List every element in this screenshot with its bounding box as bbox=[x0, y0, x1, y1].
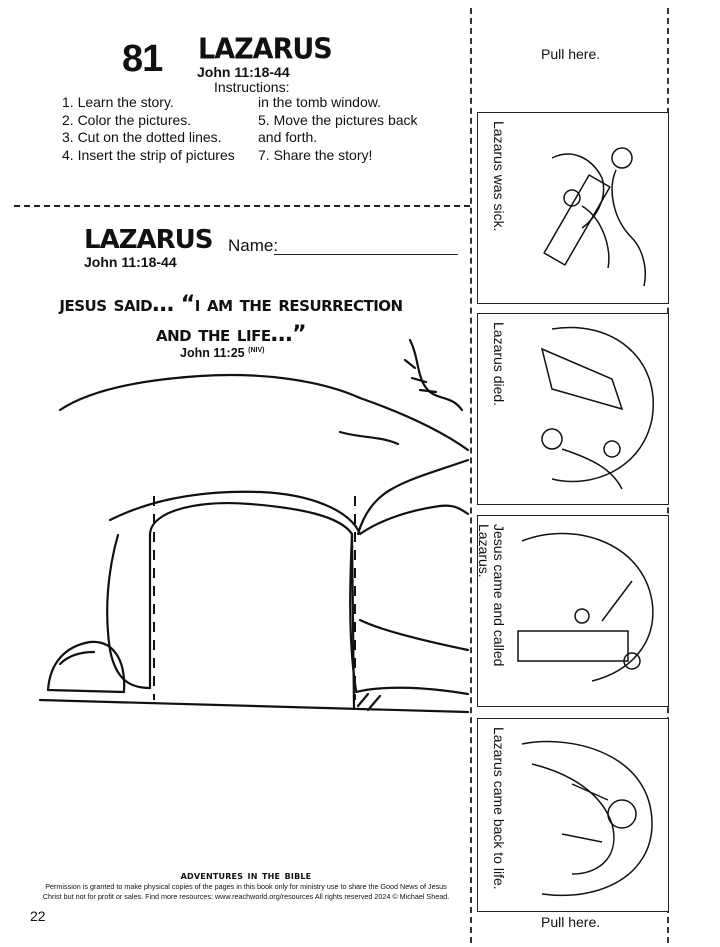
name-field[interactable] bbox=[274, 254, 458, 255]
instruction-item: 2. Color the pictures. bbox=[62, 111, 192, 128]
panel-caption: Lazarus died. bbox=[491, 322, 507, 407]
instruction-item: 1. Learn the story. bbox=[62, 94, 174, 110]
strip-cut-line-left bbox=[470, 8, 472, 943]
lazarus-alive-illustration bbox=[512, 724, 662, 904]
instructions-right bbox=[258, 94, 418, 164]
instructions-heading: Instructions: bbox=[214, 79, 290, 95]
worksheet-title: LAZARUS bbox=[84, 225, 213, 255]
strip-panel-died bbox=[477, 313, 669, 505]
page-number: 22 bbox=[30, 908, 46, 924]
scripture-reference: John 11:18-44 bbox=[197, 64, 290, 80]
page-title: LAZARUS bbox=[198, 33, 332, 66]
tomb-burial-illustration bbox=[512, 319, 662, 499]
instruction-item: 3. Cut on the dotted lines. bbox=[62, 129, 222, 145]
jesus-calls-illustration bbox=[512, 521, 662, 701]
bible-quote: jesus said… “i am the resurrection and the life…” bbox=[59, 292, 403, 347]
instruction-item: 7. Share the story! bbox=[258, 146, 373, 163]
worksheet-reference: John 11:18-44 bbox=[84, 254, 177, 270]
instructions-left bbox=[62, 94, 235, 164]
strip-panel-sick bbox=[477, 112, 669, 304]
instruction-item: 4. Insert the strip of pictures bbox=[62, 146, 235, 163]
name-label: Name: bbox=[228, 236, 279, 255]
panel-caption: Lazarus came back to life. bbox=[491, 727, 507, 890]
permission-text: Permission is granted to make physical copies of the pages in this book only for ministry use to share the Good News of Jesus Christ but not for profit or sales. Find more resources: www.reachworld.org/resources All rights reserved 2024 © Michael Shead. bbox=[42, 882, 450, 901]
strip-panel-alive bbox=[477, 718, 669, 912]
panel-caption: Lazarus was sick. bbox=[491, 121, 507, 232]
pull-here-top[interactable]: Pull here. bbox=[541, 46, 601, 62]
tomb-illustration bbox=[0, 320, 470, 840]
instruction-item: and forth. bbox=[258, 129, 318, 145]
quote-reference: John 11:25 $^{(NIV)}$ bbox=[180, 346, 265, 360]
pull-here-bottom[interactable]: Pull here. bbox=[541, 914, 601, 930]
horizontal-cut-line bbox=[14, 205, 470, 207]
strip-panel-called bbox=[477, 515, 669, 707]
panel-caption: Jesus came and called Lazarus. bbox=[476, 524, 507, 667]
sick-bed-illustration bbox=[512, 118, 662, 298]
lesson-number: 81 bbox=[122, 38, 163, 80]
quote-version: (NIV) bbox=[248, 346, 265, 354]
instruction-item: in the tomb window. bbox=[258, 94, 381, 110]
instruction-item: 5. Move the pictures back bbox=[258, 111, 418, 128]
series-title: adventures in the bible bbox=[180, 868, 312, 882]
